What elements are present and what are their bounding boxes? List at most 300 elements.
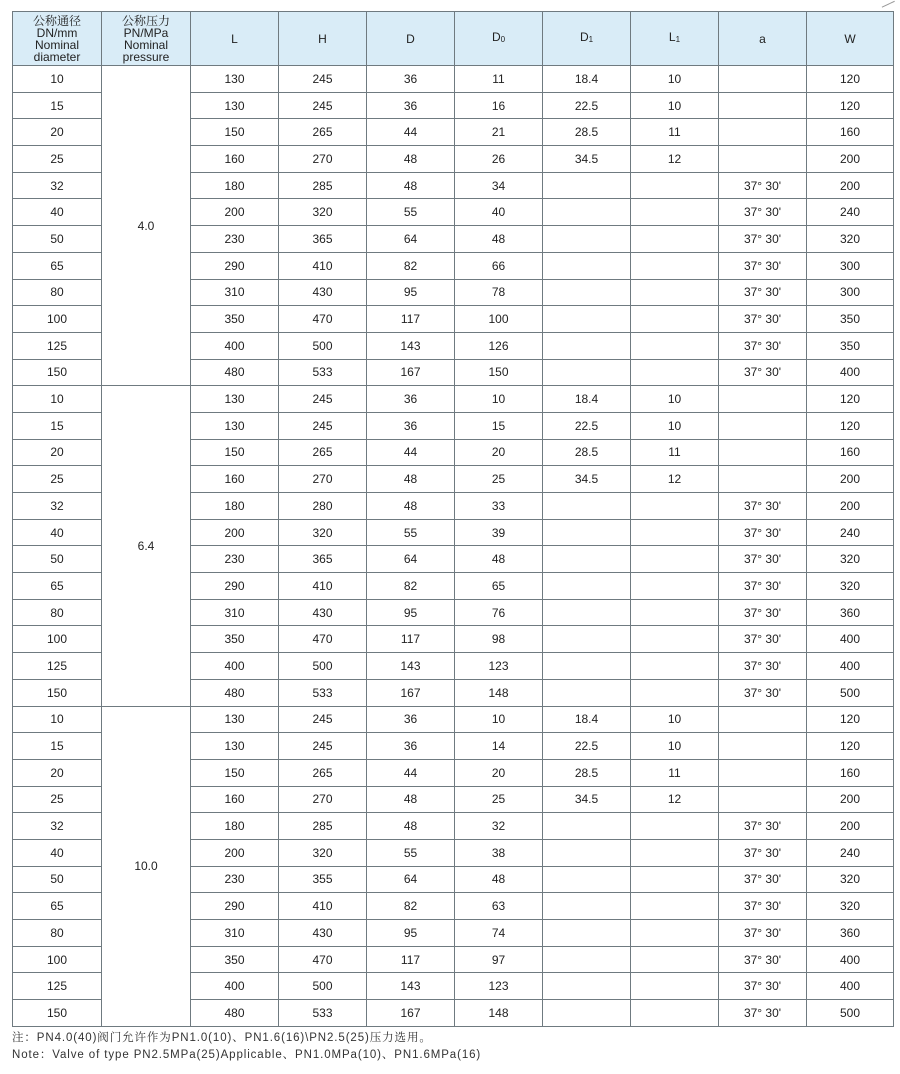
table-cell: 143 (367, 973, 455, 1000)
table-cell: 120 (807, 412, 894, 439)
header-col (719, 12, 807, 66)
table-cell: 15 (13, 412, 102, 439)
table-cell: 285 (279, 813, 367, 840)
table-cell: 34.5 (543, 786, 631, 813)
table-cell (543, 653, 631, 680)
table-cell: 400 (191, 973, 279, 1000)
table-cell (719, 706, 807, 733)
table-cell: 48 (367, 146, 455, 173)
table-cell (719, 733, 807, 760)
table-cell: 230 (191, 226, 279, 253)
table-cell: 200 (807, 146, 894, 173)
table-cell: 410 (279, 252, 367, 279)
table-cell: 39 (455, 519, 543, 546)
table-cell: 533 (279, 679, 367, 706)
table-cell: 48 (455, 546, 543, 573)
table-cell: 200 (807, 786, 894, 813)
table-cell: 95 (367, 920, 455, 947)
table-cell: 64 (367, 866, 455, 893)
table-cell: 10 (455, 706, 543, 733)
table-cell (631, 893, 719, 920)
table-cell: 365 (279, 226, 367, 253)
table-cell: 350 (191, 946, 279, 973)
table-cell: 26 (455, 146, 543, 173)
table-body (13, 66, 894, 1027)
table-cell: 125 (13, 653, 102, 680)
table-cell (719, 66, 807, 93)
table-cell: 80 (13, 599, 102, 626)
table-cell: 37° 30' (719, 519, 807, 546)
table-cell: 400 (807, 653, 894, 680)
table-cell: 100 (13, 306, 102, 333)
header-col (807, 12, 894, 66)
table-cell: 44 (367, 439, 455, 466)
table-cell: 160 (807, 439, 894, 466)
table-cell: 37° 30' (719, 866, 807, 893)
table-cell (543, 626, 631, 653)
corner-mark-decoration (879, 0, 895, 8)
table-cell: 18.4 (543, 706, 631, 733)
table-cell: 82 (367, 252, 455, 279)
table-cell: 500 (807, 679, 894, 706)
table-cell: 37° 30' (719, 172, 807, 199)
header-pn-line: PN/MPa (123, 25, 169, 40)
table-cell: 48 (455, 226, 543, 253)
table-cell (543, 679, 631, 706)
table-cell: 37° 30' (719, 920, 807, 947)
table-cell: 290 (191, 573, 279, 600)
table-cell: 240 (807, 839, 894, 866)
table-cell: 48 (455, 866, 543, 893)
header-dn-line: 公称通径 (32, 13, 81, 28)
table-cell: 430 (279, 920, 367, 947)
table-cell: 40 (13, 519, 102, 546)
table-cell (631, 653, 719, 680)
table-cell: 180 (191, 493, 279, 520)
table-cell: 40 (13, 199, 102, 226)
table-cell: 500 (807, 1000, 894, 1027)
table-cell: 120 (807, 733, 894, 760)
table-cell: 365 (279, 546, 367, 573)
pressure-cell: 10.0 (102, 706, 191, 1026)
table-cell (543, 946, 631, 973)
table-cell: 28.5 (543, 439, 631, 466)
table-cell (719, 146, 807, 173)
table-cell: 148 (455, 1000, 543, 1027)
table-cell: 10 (631, 412, 719, 439)
header-col-label: L (231, 31, 238, 46)
table-cell: 36 (367, 733, 455, 760)
table-cell: 37° 30' (719, 813, 807, 840)
table-row (13, 66, 894, 93)
header-dn-line: Nominal (34, 37, 79, 52)
table-cell: 32 (13, 813, 102, 840)
table-cell: 21 (455, 119, 543, 146)
table-cell: 150 (13, 1000, 102, 1027)
table-cell: 44 (367, 759, 455, 786)
table-cell (631, 839, 719, 866)
table-header (13, 12, 894, 66)
table-cell: 48 (367, 493, 455, 520)
table-cell: 10 (455, 386, 543, 413)
table-cell: 320 (279, 519, 367, 546)
table-cell: 74 (455, 920, 543, 947)
table-cell: 25 (455, 786, 543, 813)
table-cell (719, 439, 807, 466)
table-cell: 15 (13, 92, 102, 119)
table-cell (631, 199, 719, 226)
table-cell: 270 (279, 146, 367, 173)
table-cell: 37° 30' (719, 573, 807, 600)
table-cell: 480 (191, 359, 279, 386)
table-cell (631, 332, 719, 359)
table-cell (631, 920, 719, 947)
table-cell: 82 (367, 893, 455, 920)
table-cell: 125 (13, 332, 102, 359)
table-cell: 125 (13, 973, 102, 1000)
table-cell: 130 (191, 386, 279, 413)
table-cell: 230 (191, 866, 279, 893)
table-cell: 533 (279, 1000, 367, 1027)
table-cell: 80 (13, 279, 102, 306)
table-cell: 320 (279, 839, 367, 866)
table-cell: 500 (279, 973, 367, 1000)
table-cell: 65 (13, 252, 102, 279)
table-cell: 280 (279, 493, 367, 520)
table-cell: 160 (191, 466, 279, 493)
header-col (191, 12, 279, 66)
table-cell: 28.5 (543, 759, 631, 786)
table-row (13, 386, 894, 413)
header-col-label: a (759, 31, 766, 46)
table-cell (543, 519, 631, 546)
table-cell: 130 (191, 706, 279, 733)
table-cell: 44 (367, 119, 455, 146)
table-cell: 50 (13, 866, 102, 893)
table-cell: 37° 30' (719, 1000, 807, 1027)
table-cell: 20 (13, 119, 102, 146)
table-cell (631, 626, 719, 653)
table-cell: 55 (367, 839, 455, 866)
table-cell: 34.5 (543, 466, 631, 493)
table-cell (543, 226, 631, 253)
table-cell: 400 (191, 332, 279, 359)
table-cell: 130 (191, 412, 279, 439)
table-cell: 120 (807, 706, 894, 733)
table-cell: 36 (367, 412, 455, 439)
table-cell: 265 (279, 439, 367, 466)
table-cell: 12 (631, 466, 719, 493)
table-cell: 11 (631, 759, 719, 786)
table-cell: 310 (191, 920, 279, 947)
table-cell (631, 252, 719, 279)
note-chinese: 注：PN4.0(40)阀门允许作为PN1.0(10)、PN1.6(16)\PN2.5(25)压力选用。 (12, 1032, 432, 1044)
table-cell: 290 (191, 252, 279, 279)
table-cell: 32 (13, 493, 102, 520)
table-cell: 34.5 (543, 146, 631, 173)
table-cell: 123 (455, 653, 543, 680)
header-dn-line: diameter (33, 49, 81, 64)
table-cell: 320 (807, 893, 894, 920)
table-cell: 500 (279, 332, 367, 359)
table-cell: 240 (807, 199, 894, 226)
table-cell: 480 (191, 1000, 279, 1027)
pressure-cell: 6.4 (102, 386, 191, 706)
table-cell: 320 (807, 546, 894, 573)
table-cell: 150 (13, 679, 102, 706)
table-cell (719, 119, 807, 146)
table-cell: 143 (367, 332, 455, 359)
table-cell (543, 973, 631, 1000)
table-cell (543, 306, 631, 333)
table-cell: 310 (191, 599, 279, 626)
table-cell: 130 (191, 66, 279, 93)
table-cell: 48 (367, 813, 455, 840)
table-cell: 34 (455, 172, 543, 199)
table-cell: 320 (279, 199, 367, 226)
table-cell (631, 679, 719, 706)
table-cell: 470 (279, 626, 367, 653)
table-cell: 120 (807, 386, 894, 413)
header-dn (13, 12, 102, 66)
table-cell: 130 (191, 733, 279, 760)
table-cell: 55 (367, 199, 455, 226)
table-cell: 11 (455, 66, 543, 93)
table-cell (543, 172, 631, 199)
table-cell: 245 (279, 412, 367, 439)
header-pn-line: pressure (122, 49, 170, 64)
table-cell: 400 (191, 653, 279, 680)
table-cell: 37° 30' (719, 359, 807, 386)
table-cell: 10 (631, 706, 719, 733)
table-cell: 65 (13, 893, 102, 920)
table-cell: 37° 30' (719, 973, 807, 1000)
table-cell: 200 (807, 466, 894, 493)
header-col-subscript: 0 (500, 35, 506, 44)
table-cell: 245 (279, 66, 367, 93)
table-cell: 10 (13, 66, 102, 93)
header-pn-line: Nominal (123, 37, 168, 52)
header-col (279, 12, 367, 66)
table-cell: 265 (279, 759, 367, 786)
table-cell: 78 (455, 279, 543, 306)
table-cell: 126 (455, 332, 543, 359)
table-cell: 117 (367, 626, 455, 653)
table-cell: 10 (631, 66, 719, 93)
table-cell: 180 (191, 172, 279, 199)
table-cell: 533 (279, 359, 367, 386)
table-cell: 167 (367, 679, 455, 706)
table-cell: 360 (807, 599, 894, 626)
header-pn (102, 12, 191, 66)
header-col-label: L (668, 30, 676, 44)
table-cell: 65 (455, 573, 543, 600)
table-cell: 37° 30' (719, 599, 807, 626)
table-cell: 167 (367, 1000, 455, 1027)
table-cell (631, 599, 719, 626)
table-cell: 20 (13, 439, 102, 466)
table-cell: 48 (367, 786, 455, 813)
table-cell: 65 (13, 573, 102, 600)
table-cell: 143 (367, 653, 455, 680)
note-english: Note：Valve of type PN2.5MPa(25)Applicable、PN1.0MPa(10)、PN1.6MPa(16) (12, 1049, 482, 1061)
table-cell: 76 (455, 599, 543, 626)
table-cell (719, 386, 807, 413)
table-cell: 37° 30' (719, 493, 807, 520)
table-cell: 33 (455, 493, 543, 520)
table-cell: 167 (367, 359, 455, 386)
table-cell (631, 546, 719, 573)
table-cell: 410 (279, 893, 367, 920)
table-cell (631, 279, 719, 306)
header-col-label: D (579, 30, 589, 44)
table-cell: 350 (807, 306, 894, 333)
table-cell (543, 599, 631, 626)
table-cell: 20 (455, 439, 543, 466)
table-cell: 11 (631, 439, 719, 466)
table-cell (631, 573, 719, 600)
table-cell: 355 (279, 866, 367, 893)
table-cell: 265 (279, 119, 367, 146)
table-cell: 36 (367, 66, 455, 93)
table-cell: 64 (367, 546, 455, 573)
table-cell: 320 (807, 573, 894, 600)
table-row (13, 706, 894, 733)
table-cell: 120 (807, 66, 894, 93)
table-cell: 37° 30' (719, 893, 807, 920)
table-cell: 12 (631, 786, 719, 813)
header-dn-line: DN/mm (36, 25, 78, 40)
table-cell (631, 172, 719, 199)
table-cell (631, 226, 719, 253)
table-cell: 25 (13, 146, 102, 173)
table-cell: 10 (631, 386, 719, 413)
table-cell: 15 (13, 733, 102, 760)
table-cell: 36 (367, 386, 455, 413)
table-cell: 240 (807, 519, 894, 546)
table-cell: 410 (279, 573, 367, 600)
table-cell: 22.5 (543, 92, 631, 119)
table-cell: 10 (631, 733, 719, 760)
table-cell (719, 412, 807, 439)
table-cell: 245 (279, 386, 367, 413)
table-cell: 300 (807, 252, 894, 279)
table-cell: 37° 30' (719, 546, 807, 573)
table-cell: 12 (631, 146, 719, 173)
table-cell: 150 (191, 439, 279, 466)
table-cell: 48 (367, 172, 455, 199)
table-cell: 350 (191, 626, 279, 653)
table-cell: 25 (13, 786, 102, 813)
table-cell: 37° 30' (719, 199, 807, 226)
header-col-label: D (406, 31, 415, 46)
table-cell: 32 (455, 813, 543, 840)
table-cell: 245 (279, 733, 367, 760)
table-cell: 40 (13, 839, 102, 866)
table-cell: 14 (455, 733, 543, 760)
table-cell: 95 (367, 599, 455, 626)
table-cell: 117 (367, 306, 455, 333)
table-cell: 20 (13, 759, 102, 786)
table-cell (631, 813, 719, 840)
table-cell: 180 (191, 813, 279, 840)
header-pn-line: 公称压力 (121, 13, 170, 28)
table-cell: 37° 30' (719, 279, 807, 306)
table-cell: 37° 30' (719, 332, 807, 359)
table-cell: 500 (279, 653, 367, 680)
header-row (13, 12, 894, 66)
table-cell: 36 (367, 92, 455, 119)
table-cell: 470 (279, 306, 367, 333)
table-cell: 150 (13, 359, 102, 386)
table-cell: 25 (13, 466, 102, 493)
table-cell (543, 252, 631, 279)
table-cell: 200 (191, 199, 279, 226)
pressure-cell: 4.0 (102, 66, 191, 386)
table-cell: 230 (191, 546, 279, 573)
table-cell: 200 (191, 839, 279, 866)
table-cell: 50 (13, 226, 102, 253)
table-cell: 22.5 (543, 733, 631, 760)
table-cell: 430 (279, 599, 367, 626)
table-cell (543, 546, 631, 573)
table-cell (719, 466, 807, 493)
table-cell: 20 (455, 759, 543, 786)
table-cell (543, 839, 631, 866)
table-cell: 150 (455, 359, 543, 386)
header-col-label: W (844, 31, 856, 46)
table-cell: 270 (279, 466, 367, 493)
table-cell: 200 (191, 519, 279, 546)
table-cell: 400 (807, 946, 894, 973)
table-cell: 148 (455, 679, 543, 706)
table-cell (543, 893, 631, 920)
table-cell: 37° 30' (719, 839, 807, 866)
table-cell: 300 (807, 279, 894, 306)
table-cell: 28.5 (543, 119, 631, 146)
table-cell: 350 (191, 306, 279, 333)
table-cell: 80 (13, 920, 102, 947)
table-cell: 100 (13, 946, 102, 973)
table-cell: 37° 30' (719, 946, 807, 973)
table-cell: 100 (455, 306, 543, 333)
table-cell: 320 (807, 866, 894, 893)
table-cell: 48 (367, 466, 455, 493)
table-cell: 480 (191, 679, 279, 706)
table-cell: 245 (279, 706, 367, 733)
table-cell: 470 (279, 946, 367, 973)
table-cell: 95 (367, 279, 455, 306)
table-cell: 320 (807, 226, 894, 253)
table-cell (719, 759, 807, 786)
table-cell: 100 (13, 626, 102, 653)
table-cell: 18.4 (543, 386, 631, 413)
table-cell: 37° 30' (719, 626, 807, 653)
table-cell: 50 (13, 546, 102, 573)
table-cell: 430 (279, 279, 367, 306)
table-cell: 36 (367, 706, 455, 733)
table-cell: 270 (279, 786, 367, 813)
table-cell: 130 (191, 92, 279, 119)
header-col-label: H (318, 31, 327, 46)
table-cell (543, 813, 631, 840)
header-col (455, 12, 543, 66)
table-cell: 66 (455, 252, 543, 279)
table-cell: 245 (279, 92, 367, 119)
table-cell: 55 (367, 519, 455, 546)
table-cell: 64 (367, 226, 455, 253)
table-cell: 123 (455, 973, 543, 1000)
